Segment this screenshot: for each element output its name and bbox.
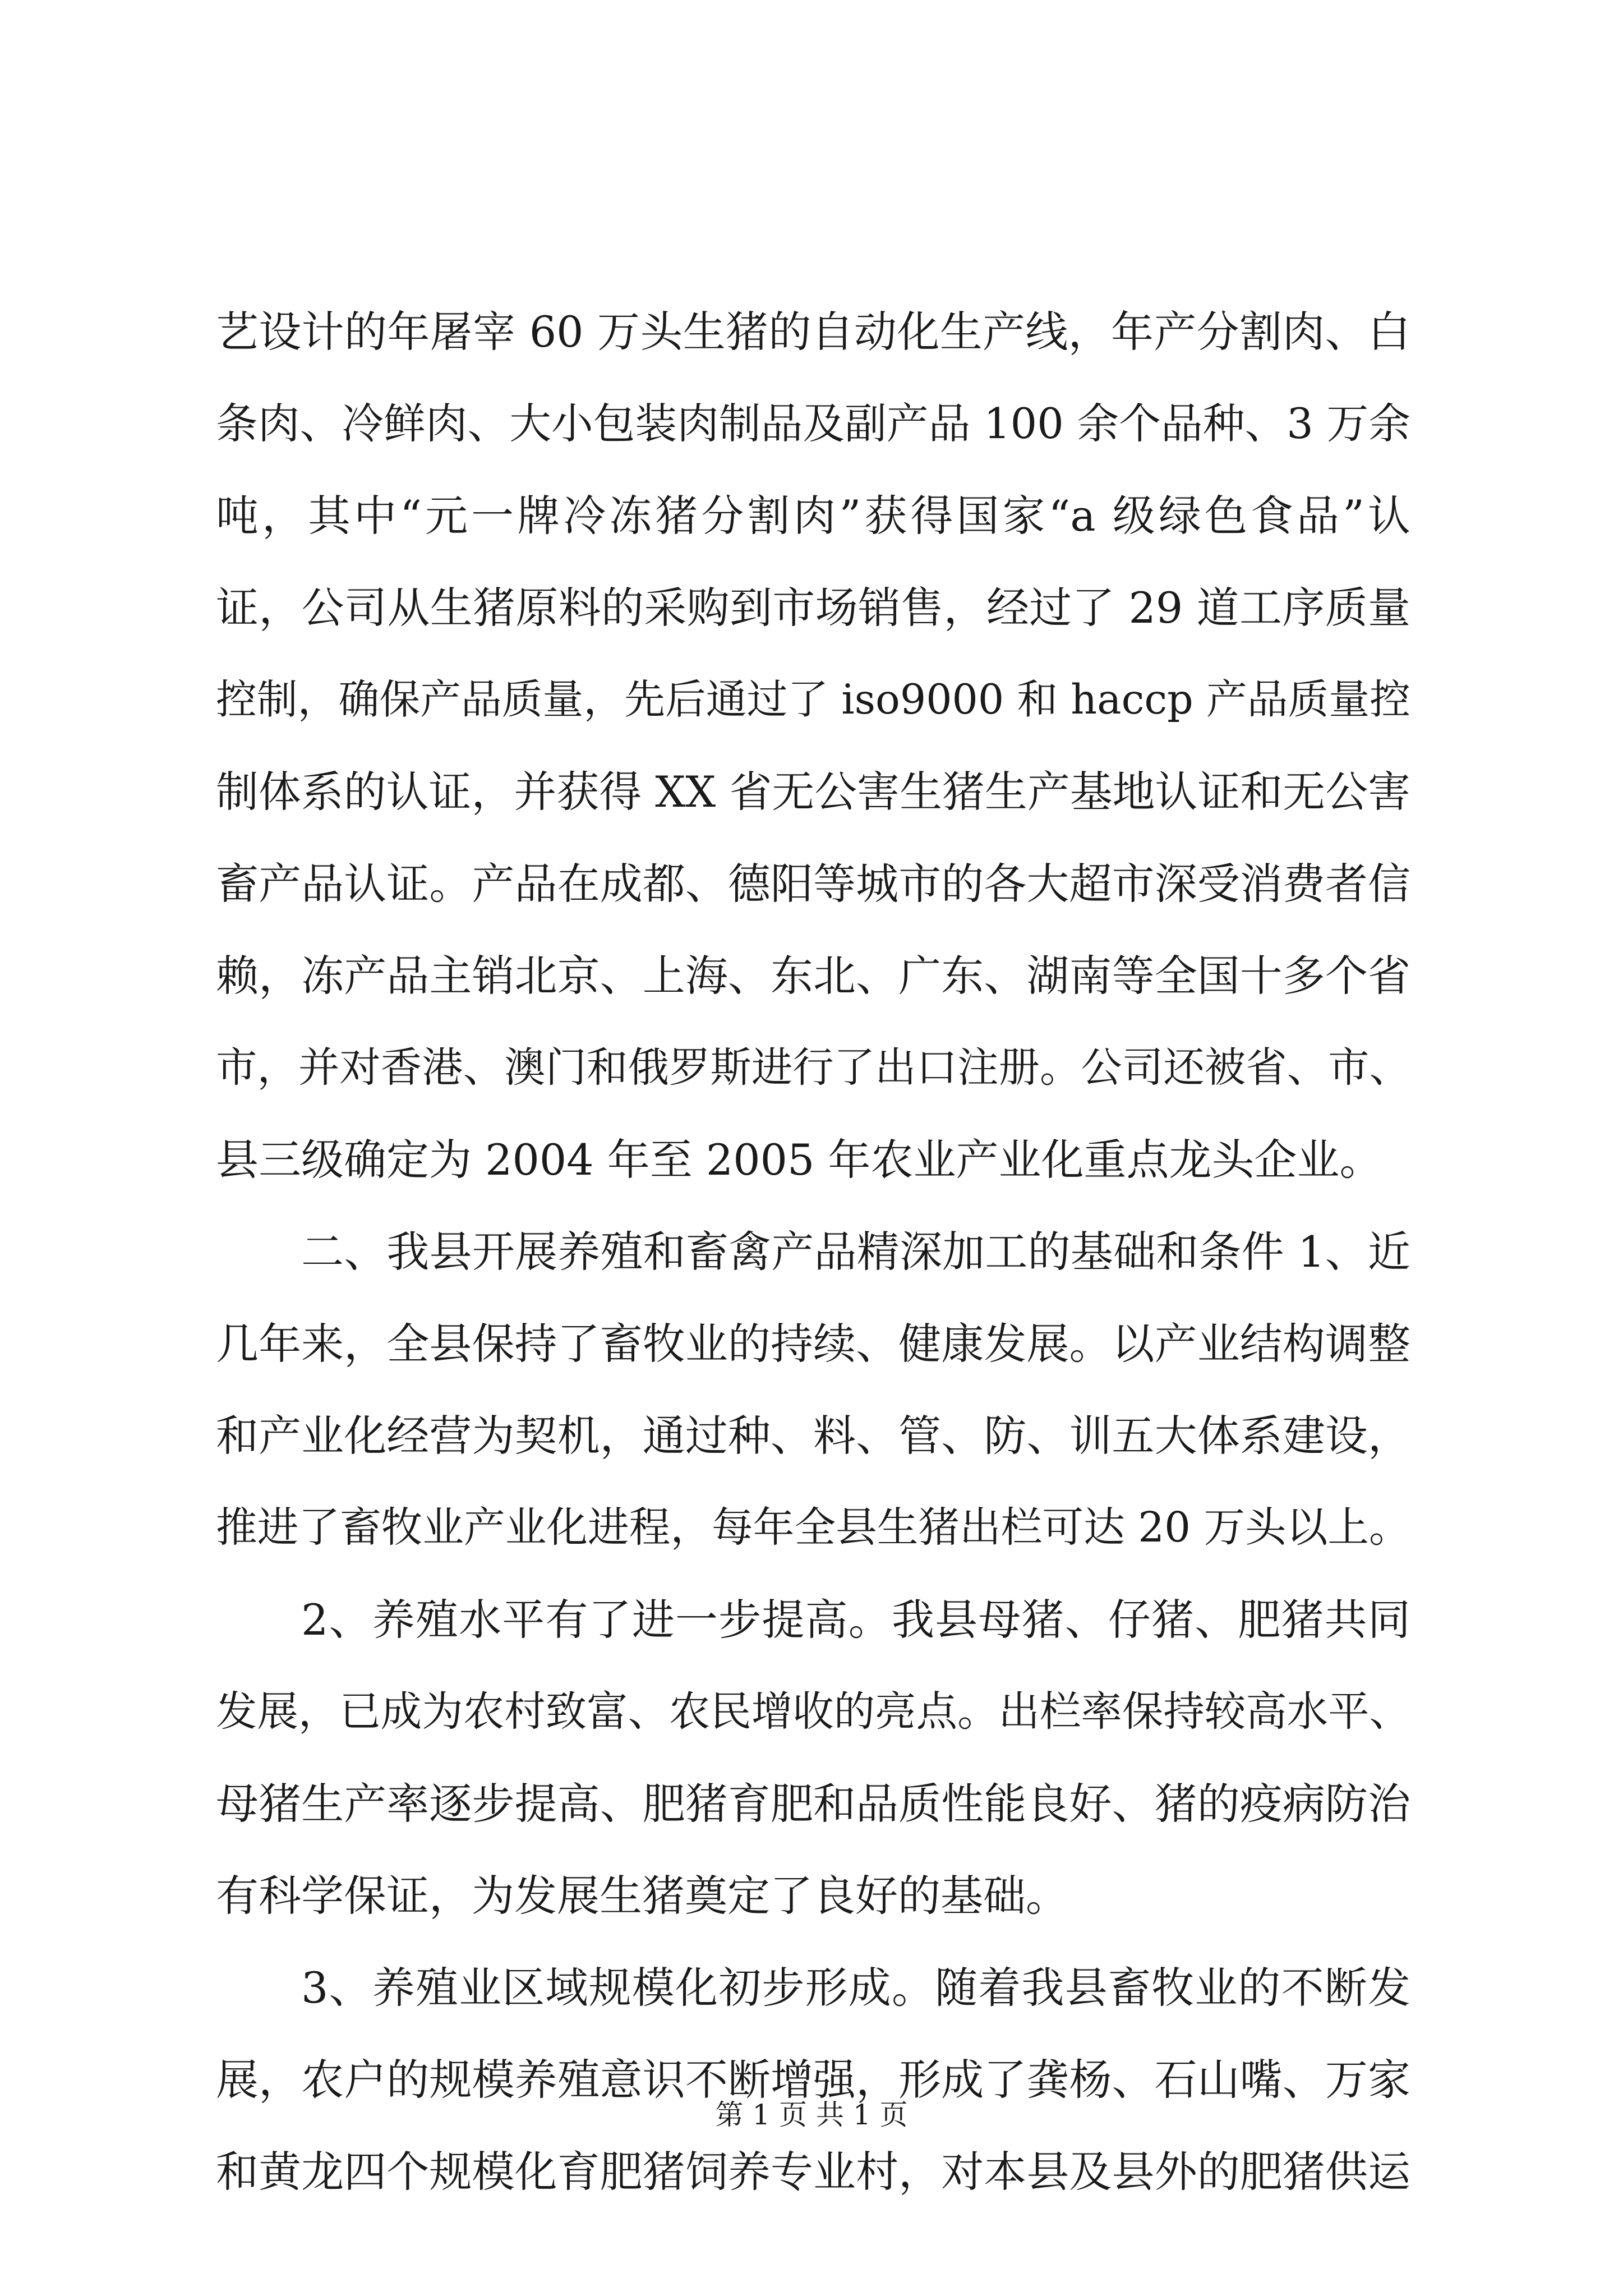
text-line: 县三级确定为 2004 年至 2005 年农业产业化重点龙头企业。 bbox=[216, 1135, 1382, 1185]
text-line: 发展，已成为农村致富、农民增收的亮点。出栏率保持较高水平、 bbox=[216, 1688, 1410, 1736]
paragraph bbox=[216, 286, 1410, 1206]
text-line: 几年来，全县保持了畜牧业的持续、健康发展。以产业结构调整 bbox=[216, 1319, 1410, 1369]
text-line: 有科学保证，为发展生猪奠定了良好的基础。 bbox=[216, 1871, 1068, 1921]
text-line: 3、养殖业区域规模化初步形成。随着我县畜牧业的不断发 bbox=[301, 1963, 1410, 2013]
text-line: 和产业化经营为契机，通过种、料、管、防、训五大体系建设， bbox=[216, 1411, 1410, 1461]
document-body bbox=[216, 286, 1410, 2218]
text-line: 和黄龙四个规模化育肥猪饲养专业村，对本县及县外的肥猪供运 bbox=[216, 2147, 1410, 2197]
text-line: 赖，冻产品主销北京、上海、东北、广东、湖南等全国十多个省 bbox=[216, 951, 1410, 1001]
page-footer: 第 1 页 共 1 页 bbox=[715, 2099, 908, 2131]
text-line: 艺设计的年屠宰 60 万头生猪的自动化生产线，年产分割肉、白 bbox=[216, 307, 1410, 357]
text-line: 畜产品认证。产品在成都、德阳等城市的各大超市深受消费者信 bbox=[216, 859, 1410, 909]
text-line: 控制，确保产品质量，先后通过了 iso9000 和 haccp 产品质量控 bbox=[216, 676, 1410, 724]
text-line: 条肉、冷鲜肉、大小包装肉制品及副产品 100 余个品种、3 万余 bbox=[216, 399, 1410, 448]
text-line: 二、我县开展养殖和畜禽产品精深加工的基础和条件 1、近 bbox=[301, 1227, 1410, 1277]
text-line: 展，农户的规模养殖意识不断增强，形成了龚杨、石山嘴、万家 bbox=[216, 2055, 1410, 2105]
text-line: 吨，其中“元一牌冷冻猪分割肉”获得国家“a 级绿色食品”认 bbox=[216, 491, 1410, 541]
paragraph bbox=[216, 1574, 1410, 1942]
text-line: 母猪生产率逐步提高、肥猪育肥和品质性能良好、猪的疫病防治 bbox=[216, 1779, 1410, 1829]
text-line: 制体系的认证，并获得 XX 省无公害生猪生产基地认证和无公害 bbox=[216, 767, 1410, 817]
paragraph bbox=[216, 1942, 1410, 2218]
text-line: 推进了畜牧业产业化进程，每年全县生猪出栏可达 20 万头以上。 bbox=[216, 1504, 1410, 1552]
text-line: 2、养殖水平有了进一步提高。我县母猪、仔猪、肥猪共同 bbox=[301, 1595, 1410, 1645]
text-line: 市，并对香港、澳门和俄罗斯进行了出口注册。公司还被省、市、 bbox=[216, 1044, 1410, 1092]
paragraph bbox=[216, 1206, 1410, 1574]
text-line: 证，公司从生猪原料的采购到市场销售，经过了 29 道工序质量 bbox=[216, 583, 1410, 633]
